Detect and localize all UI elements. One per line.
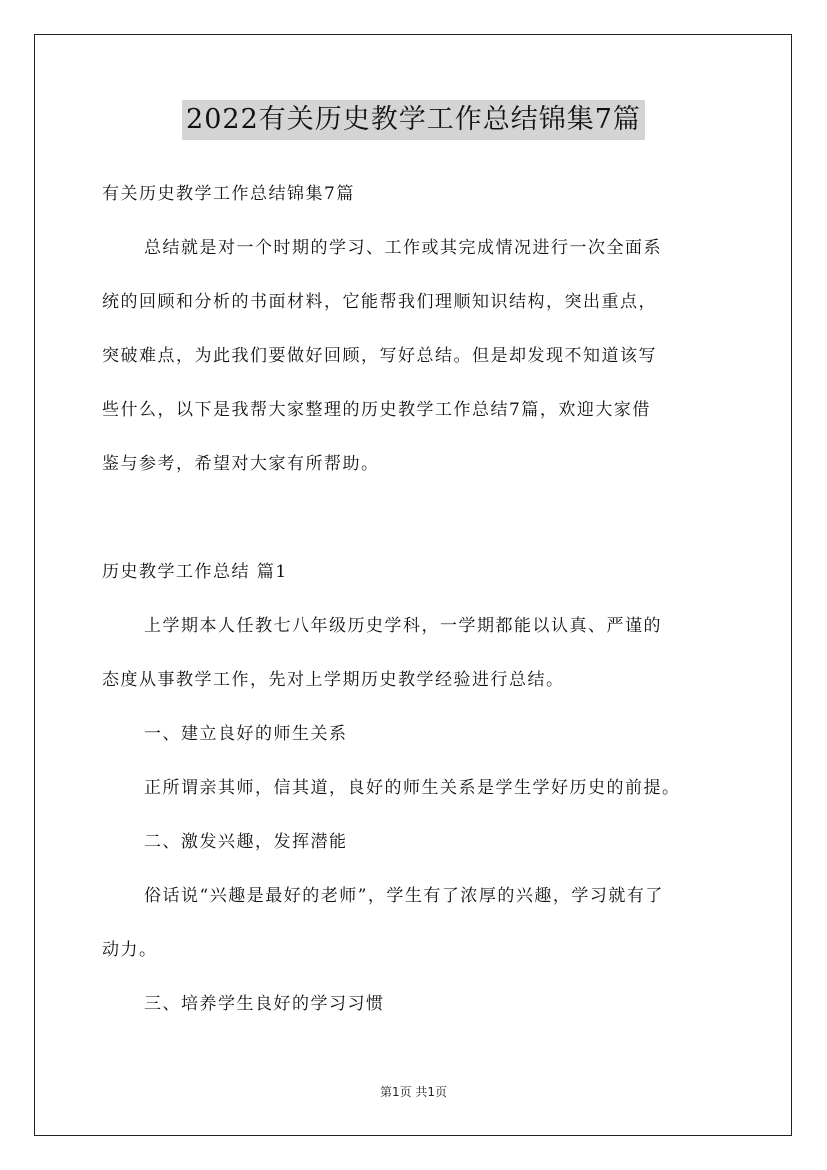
subheading: 二、激发兴趣，发挥潜能 xyxy=(144,832,348,852)
subheading: 三、培养学生良好的学习习惯 xyxy=(144,994,385,1014)
paragraph-line: 些什么，以下是我帮大家整理的历史教学工作总结7篇，欢迎大家借 xyxy=(102,400,651,420)
paragraph-line: 态度从事教学工作，先对上学期历史教学经验进行总结。 xyxy=(102,670,565,690)
page-number: 第1页 共1页 xyxy=(379,1085,448,1099)
paragraph-line: 正所谓亲其师，信其道，良好的师生关系是学生学好历史的前提。 xyxy=(144,778,681,798)
paragraph-line: 总结就是对一个时期的学习、工作或其完成情况进行一次全面系 xyxy=(144,238,662,258)
section-heading: 历史教学工作总结 篇1 xyxy=(102,562,288,582)
paragraph-line: 鉴与参考，希望对大家有所帮助。 xyxy=(102,454,380,474)
document-title: 2022有关历史教学工作总结锦集7篇 xyxy=(182,100,645,140)
paragraph-line: 动力。 xyxy=(102,940,158,960)
title-container xyxy=(0,100,827,140)
paragraph-line: 统的回顾和分析的书面材料，它能帮我们理顺知识结构，突出重点， xyxy=(102,292,657,312)
subheading: 一、建立良好的师生关系 xyxy=(144,724,348,744)
paragraph-line: 突破难点，为此我们要做好回顾，写好总结。但是却发现不知道该写 xyxy=(102,346,657,366)
paragraph-line: 俗话说“兴趣是最好的老师”，学生有了浓厚的兴趣，学习就有了 xyxy=(144,886,664,906)
subtitle-line: 有关历史教学工作总结锦集7篇 xyxy=(102,184,355,204)
paragraph-line: 上学期本人任教七八年级历史学科，一学期都能以认真、严谨的 xyxy=(144,616,662,636)
